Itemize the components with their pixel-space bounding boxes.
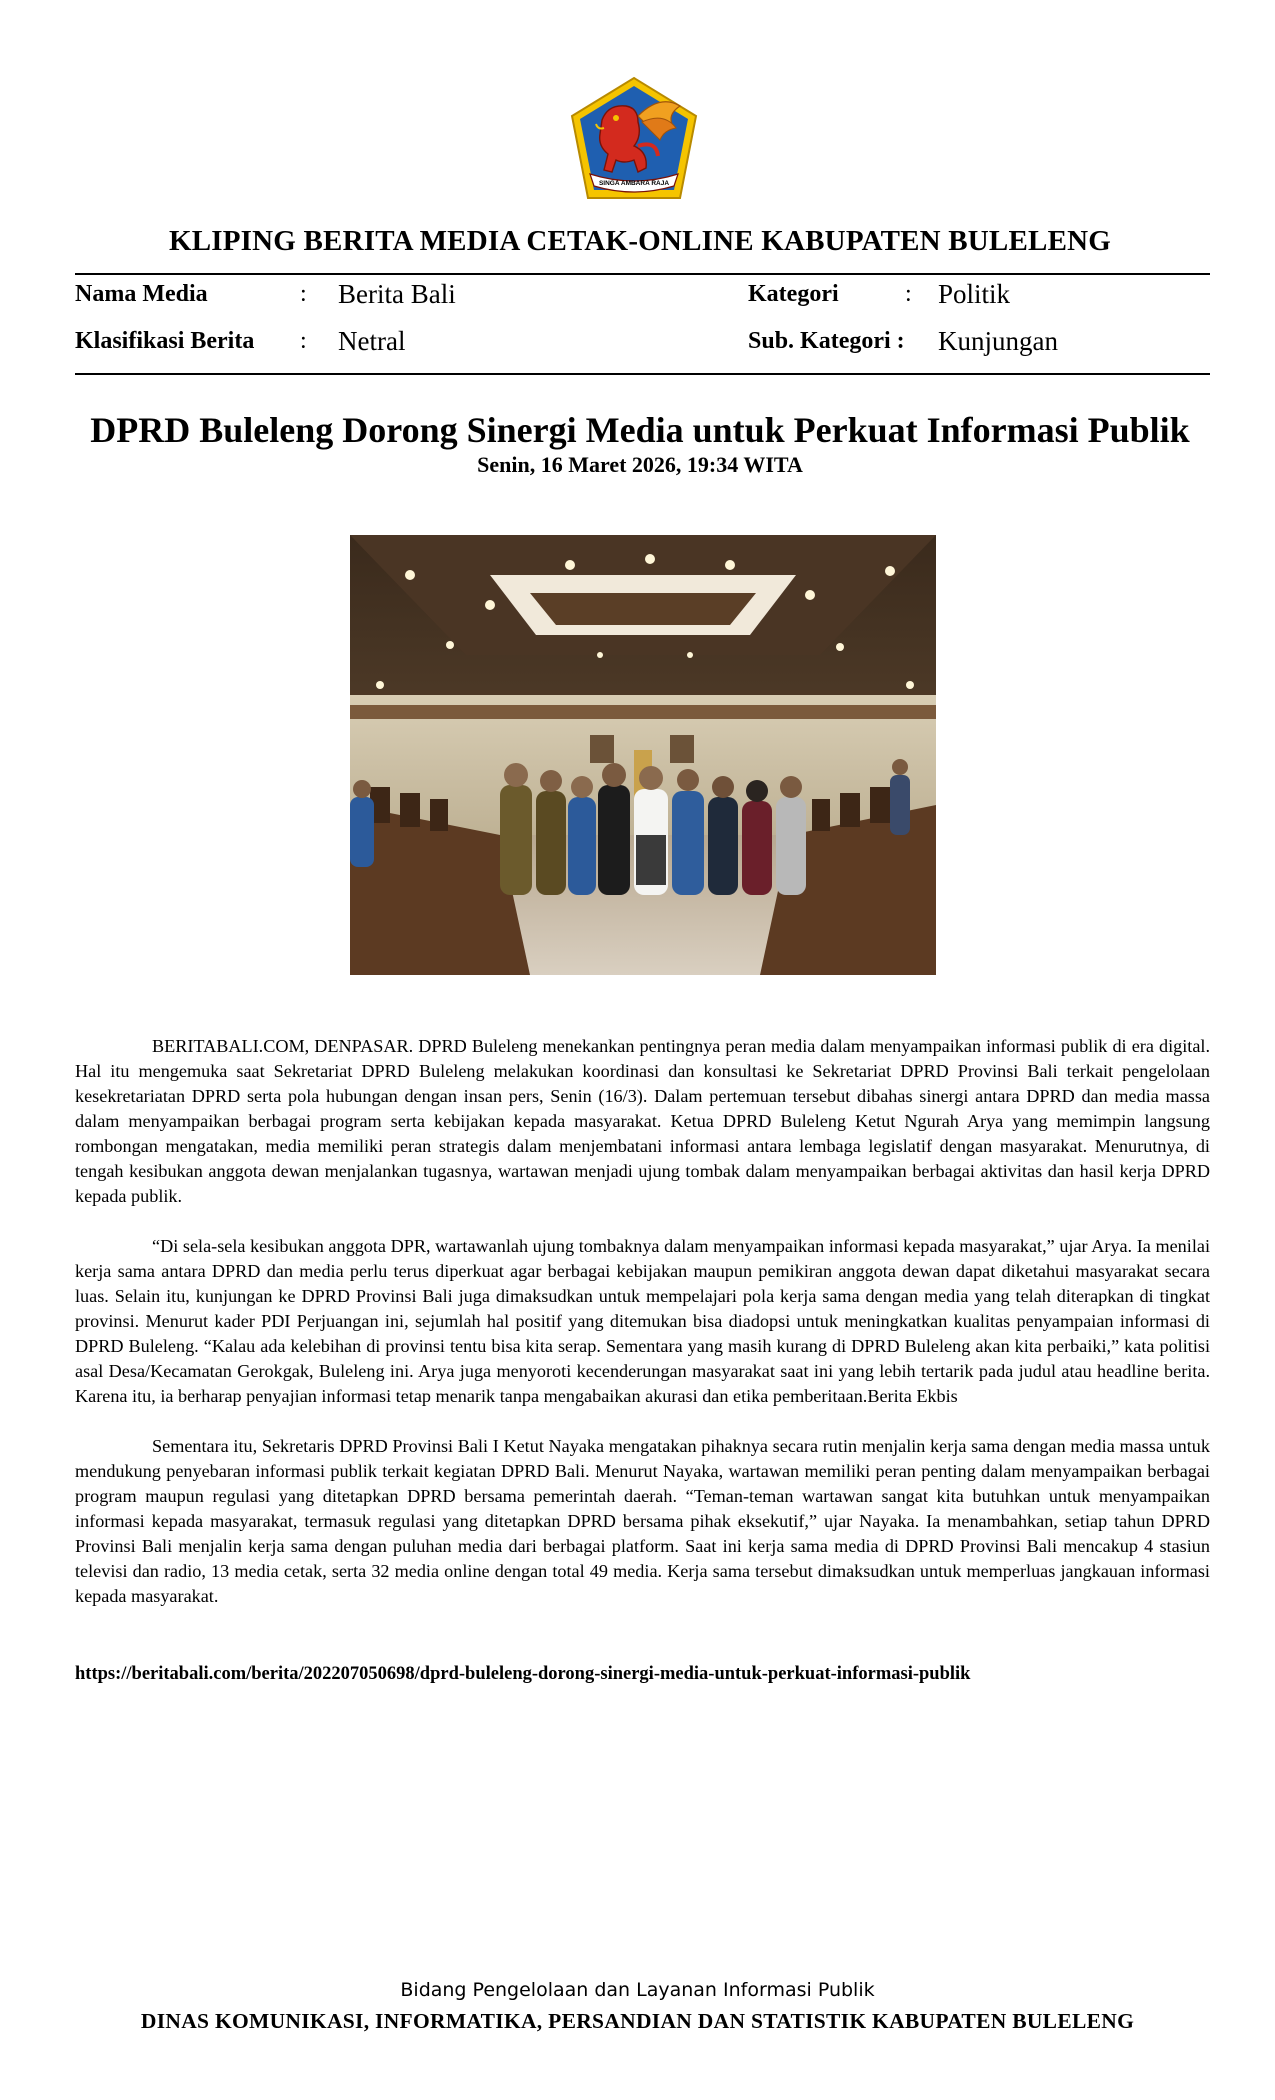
meta-value-sub-kategori: Kunjungan [938,326,1058,356]
meta-sep: : [905,281,912,307]
emblem-motto: SINGA AMBARA RAJA [598,180,670,187]
article-paragraph: “Di sela-sela kesibukan anggota DPR, wartawanlah ujung tombaknya dalam menyampaikan informasi kepada masyarakat,” ujar Arya. Ia menilai kerja sama antara DPRD dan media perlu terus diperkuat agar berbagai kebijakan maupun pemikiran anggota dewan dapat diketahui masyarakat secara luas. Selain itu, kunjungan ke DPRD Provinsi Bali juga dimaksudkan untuk mempelajari pola kerja sama dengan media yang telah diterapkan di tingkat provinsi. Menurut kader PDI Perjuangan ini, sejumlah hal positif yang ditemukan bisa diadopsi untuk meningkatkan kualitas penyampaian informasi di DPRD Buleleng. “Kalau ada kelebihan di provinsi tentu bisa kita serap. Sementara yang masih kurang di DPRD Buleleng akan kita perbaiki,” kata politisi asal Desa/Kecamatan Gerokgak, Buleleng ini. Arya juga menyoroti kecenderungan masyarakat saat ini yang lebih tertarik pada judul atau headline berita. Karena itu, ia berharap penyajian informasi tetap menarik tanpa mengabaikan akurasi dan etika pemberitaan.Berita Ekbis [75,1236,1210,1406]
meta-label-sub-kategori: Sub. Kategori : [748,328,905,354]
meeting-room-photo-illustration [350,535,936,975]
article-dateline: Senin, 16 Maret 2026, 19:34 WITA [477,452,803,477]
buleleng-emblem-logo [568,76,700,200]
clipping-title: KLIPING BERITA MEDIA CETAK-ONLINE KABUPATEN BULELENG [168,225,1112,257]
article-headline: DPRD Buleleng Dorong Sinergi Media untuk Perkuat Informasi Publik [90,410,1190,450]
footer-division: Bidang Pengelolaan dan Layanan Informasi Publik [400,1979,875,2001]
meta-label-nama-media [75,281,208,308]
meta-value-kategori: Politik [938,279,1011,309]
meta-label-klasifikasi: Klasifikasi Berita [75,328,255,354]
source-url-link[interactable]: https://beritabali.com/berita/202207050698/dprd-buleleng-dorong-sinergi-media-untuk-perkuat-informasi-publik [75,1664,971,1684]
header-divider-bottom [75,373,1210,375]
article-photo [350,535,936,975]
meta-label-kategori: Kategori [748,281,839,307]
meta-value-klasifikasi: Netral [338,326,406,356]
article-paragraph: BERITABALI.COM, DENPASAR. DPRD Buleleng menekankan pentingnya peran media dalam menyampaikan informasi publik di era digital. Hal itu mengemuka saat Sekretariat DPRD Buleleng melakukan koordinasi dan konsultasi ke Sekretariat DPRD Provinsi Bali terkait pengelolaan kesekretariatan DPRD serta pola hubungan dengan insan pers, Senin (16/3). Dalam pertemuan tersebut dibahas sinergi antara DPRD dan media massa dalam menyampaikan berbagai program serta kebijakan kepada masyarakat. Ketua DPRD Buleleng Ketut Ngurah Arya yang memimpin langsung rombongan mengatakan, media memiliki peran strategis dalam menjembatani informasi antara lembaga legislatif dengan masyarakat. Menurutnya, di tengah kesibukan anggota dewan menjalankan tugasnya, wartawan menjadi ujung tombak dalam menyampaikan berbagai aktivitas dan hasil kerja DPRD kepada publik. [75,1036,1210,1206]
meta-sep: : [300,281,307,307]
header-divider-top [75,273,1210,275]
meta-key: Nama Media [75,281,208,307]
footer-agency: DINAS KOMUNIKASI, INFORMATIKA, PERSANDIAN DAN STATISTIK KABUPATEN BULELENG [140,2009,1135,2033]
article-paragraph: Sementara itu, Sekretaris DPRD Provinsi Bali I Ketut Nayaka mengatakan pihaknya secara rutin menjalin kerja sama dengan media massa untuk mendukung penyebaran informasi publik terkait kegiatan DPRD Bali. Menurut Nayaka, wartawan memiliki peran penting dalam menyampaikan berbagai program maupun regulasi yang ditetapkan DPRD bersama pemerintah daerah. “Teman-teman wartawan sangat kita butuhkan untuk menyampaikan informasi kepada masyarakat, termasuk regulasi yang ditetapkan DPRD bersama pihak eksekutif,” ujar Nayaka. Ia menambahkan, setiap tahun DPRD Provinsi Bali menjalin kerja sama dengan puluhan media dari berbagai platform. Saat ini kerja sama media di DPRD Provinsi Bali mencakup 4 stasiun televisi dan radio, 13 media cetak, serta 32 media online dengan total 49 media. Kerja sama tersebut dimaksudkan untuk memperluas jangkauan informasi kepada masyarakat. [75,1436,1210,1606]
meta-sep: : [300,328,307,354]
article-body [75,1034,1210,1634]
meta-value-nama-media: Berita Bali [338,279,456,309]
